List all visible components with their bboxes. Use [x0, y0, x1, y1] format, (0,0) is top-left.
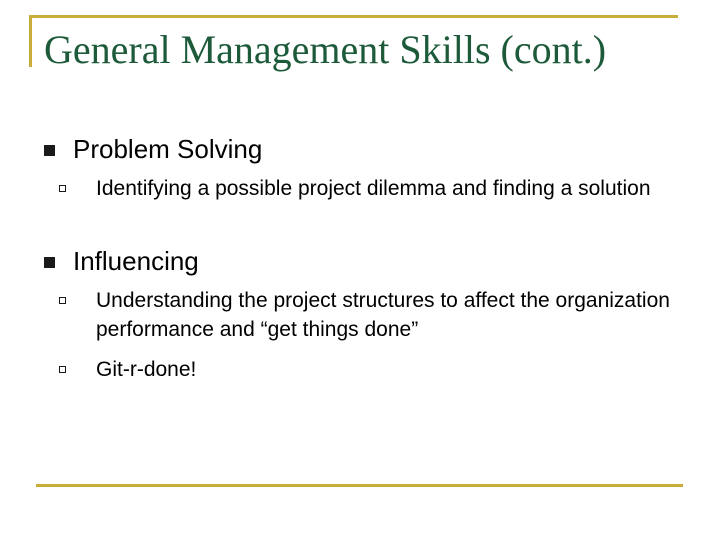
slide-title: General Management Skills (cont.) [44, 27, 607, 72]
sub-bullet-git-r-done: Git-r-done! [96, 358, 197, 381]
bullet-problem-solving: Problem Solving [73, 134, 263, 164]
square-bullet-icon [44, 257, 55, 268]
hollow-square-bullet-icon [59, 366, 66, 373]
bullet-influencing: Influencing [73, 246, 199, 276]
sub-bullet-understanding: Understanding the project structures to affect the organization performance and “get things done” [96, 289, 670, 341]
bottom-accent-rule [36, 484, 683, 487]
left-accent-rule [29, 15, 32, 67]
top-accent-rule [29, 15, 678, 18]
sub-bullet-identifying: Identifying a possible project dilemma and finding a solution [96, 177, 651, 200]
square-bullet-icon [44, 145, 55, 156]
hollow-square-bullet-icon [59, 297, 66, 304]
hollow-square-bullet-icon [59, 185, 66, 192]
